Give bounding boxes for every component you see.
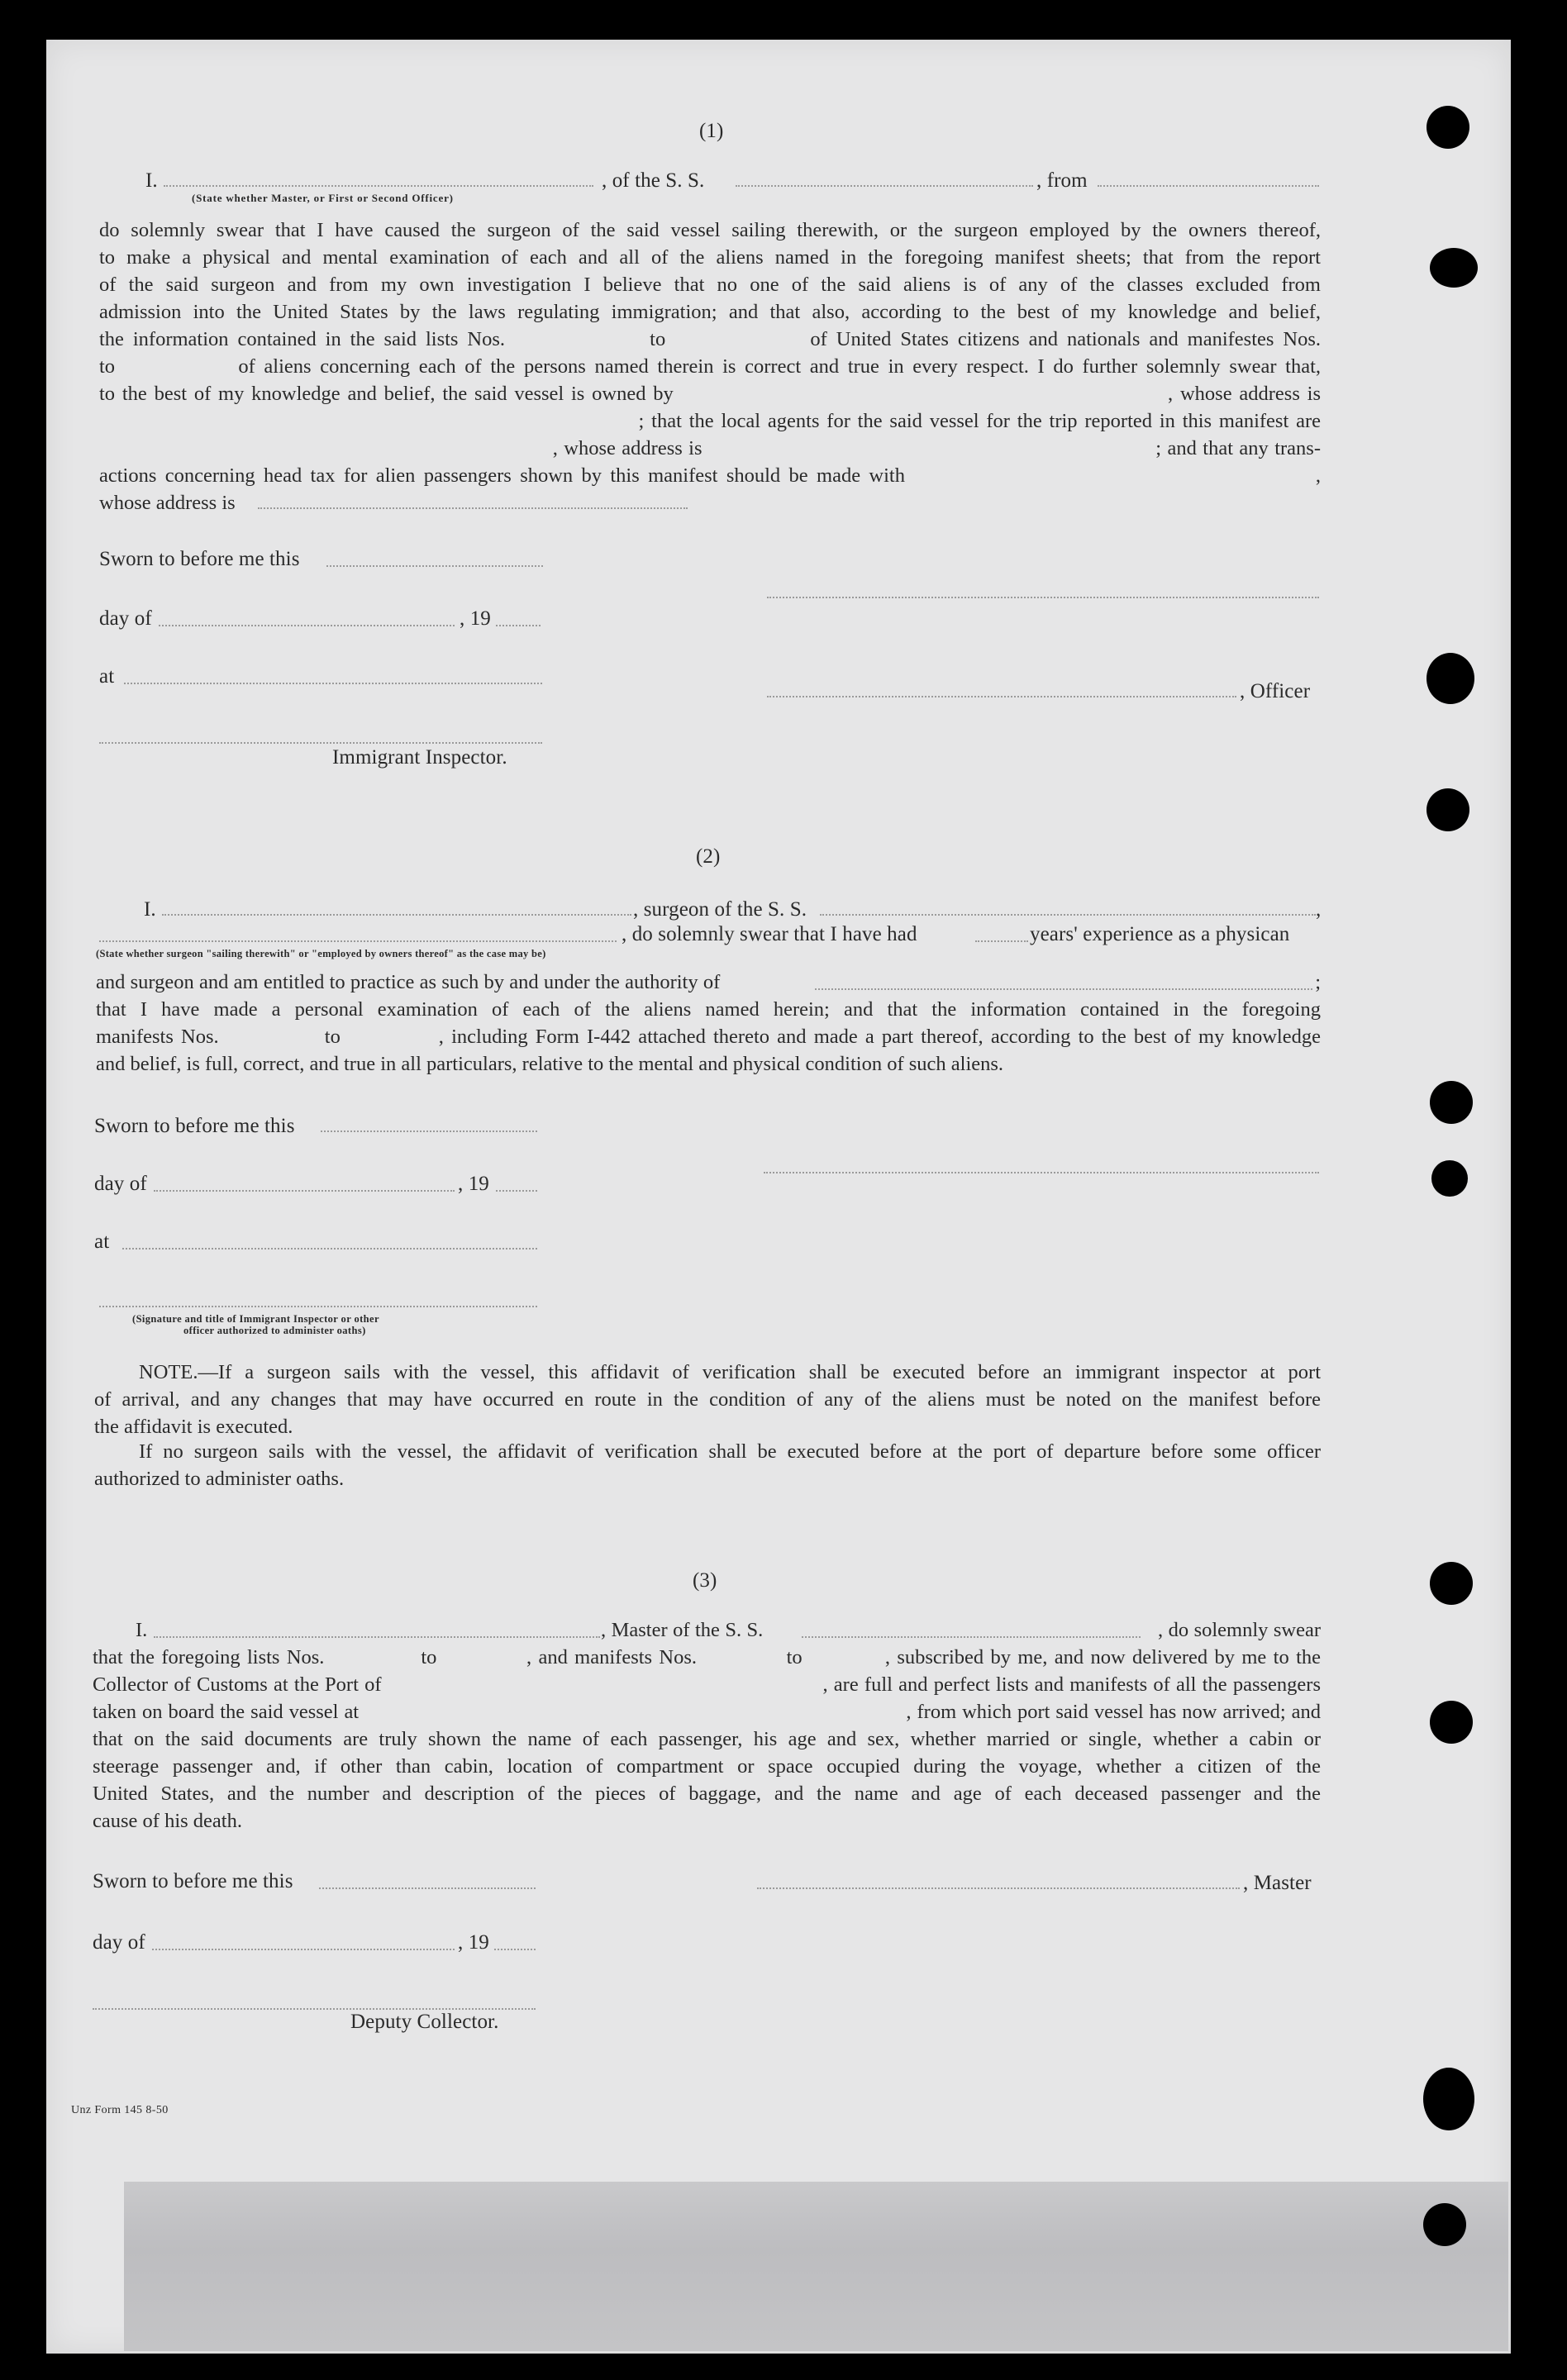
punch-hole <box>1423 2203 1466 2246</box>
s3-master-label: , Master <box>1243 1872 1312 1894</box>
s2-note-2 <box>94 1438 1321 1492</box>
s2-surgeon-signature-line <box>764 1172 1319 1173</box>
s2-swear-label: , do solemnly swear that I have had <box>622 923 917 945</box>
s3-year-field <box>494 1949 536 1950</box>
punch-hole <box>1426 653 1474 704</box>
s1-at-field <box>124 683 542 684</box>
s1-day-of-label: day of <box>99 607 152 630</box>
s1-line: to the best of my knowledge and belief, the said vessel is owned by , whose address is <box>99 383 1321 405</box>
s3-line: cause of his death. <box>93 1810 242 1832</box>
s3-sworn-label: Sworn to before me this <box>93 1870 293 1892</box>
worn-paper-edge <box>124 2182 1508 2351</box>
s3-line: Collector of Customs at the Port of , are full and perfect lists and manifests of all the passengers <box>93 1673 1321 1696</box>
s2-day-field <box>154 1190 455 1192</box>
s1-whose-address-field <box>258 507 688 509</box>
s2-line: that I have made a personal examination of each of the aliens named herein; and that the information contained in the foregoing <box>96 998 1321 1021</box>
s1-affidavit-text <box>99 217 1321 516</box>
s2-sailing-field <box>99 940 617 942</box>
s2-at-field <box>122 1248 537 1250</box>
s3-year-label: , 19 <box>458 1931 489 1954</box>
s2-note <box>94 1359 1321 1440</box>
s1-I-label: I. <box>145 169 158 192</box>
s1-line: the information contained in the said lists Nos. to of United States citizens and nationals and manifestes Nos. <box>99 328 1321 350</box>
s2-year-field <box>496 1190 537 1192</box>
s3-line: United States, and the number and description of the pieces of baggage, and the name and age of each deceased passenger and the <box>93 1783 1321 1805</box>
note-line: of arrival, and any changes that may have occurred en route in the condition of any of the aliens must be noted on the manifest before <box>94 1388 1321 1411</box>
punch-hole <box>1426 788 1469 831</box>
section-3-heading: (3) <box>693 1569 717 1592</box>
s2-affidavit-text <box>96 969 1321 1078</box>
s2-inspector-signature-line <box>99 1306 537 1307</box>
s2-signature-caption-1: (Signature and title of Immigrant Inspector or other <box>132 1313 379 1325</box>
punch-hole <box>1430 1562 1473 1605</box>
s2-I-label: I. <box>144 898 156 921</box>
s3-master-signature-line <box>757 1887 1240 1889</box>
s3-line: steerage passenger and, if other than cabin, location of compartment or space occupied during the voyage, whether a citizen of the <box>93 1755 1321 1778</box>
s1-line: ; that the local agents for the said vessel for the trip reported in this manifest are <box>99 410 1321 432</box>
s1-from-field <box>1098 185 1319 187</box>
s2-at-label: at <box>94 1230 110 1253</box>
s1-officer-label: , Officer <box>1240 680 1311 702</box>
s1-officer-name-line <box>767 696 1236 697</box>
punch-hole <box>1423 2068 1474 2130</box>
s1-year-field <box>496 625 541 626</box>
punch-hole <box>1430 248 1478 288</box>
s3-line: that the foregoing lists Nos. to , and manifests Nos. to , subscribed by me, and now delivered by me to the <box>93 1646 1321 1668</box>
note-line: the affidavit is executed. <box>94 1416 293 1438</box>
section-1-heading: (1) <box>699 120 724 142</box>
note-line: NOTE.—If a surgeon sails with the vessel, this affidavit of verification shall be executed before an immigrant inspector at port <box>139 1361 1321 1383</box>
section-2-heading: (2) <box>696 845 721 868</box>
s2-surgeon-caption: (State whether surgeon "sailing therewith" or "employed by owners thereof" as the case may be) <box>96 948 546 959</box>
s2-years-field <box>975 940 1028 942</box>
s1-officer-name-field <box>164 185 593 187</box>
s2-years-label: years' experience as a physican <box>1030 923 1290 945</box>
s2-sworn-date-field <box>321 1130 537 1132</box>
s2-sworn-label: Sworn to before me this <box>94 1115 295 1137</box>
s1-inspector-label: Immigrant Inspector. <box>332 746 507 769</box>
s3-line: I. , Master of the S. S. , do solemnly swear <box>136 1619 1321 1641</box>
s3-affidavit-text <box>93 1616 1321 1835</box>
s1-line: to make a physical and mental examination of each and all of the aliens named in the foregoing manifest sheets; that from the report <box>99 246 1321 269</box>
s1-line: , whose address is ; and that any trans- <box>99 437 1321 459</box>
punch-hole <box>1426 106 1469 149</box>
s1-of-ss-label: , of the S. S. <box>602 169 705 192</box>
s2-year-label: , 19 <box>458 1173 489 1195</box>
s2-authority-field <box>815 988 1312 990</box>
s3-master-name-field <box>154 1636 600 1638</box>
s2-surgeon-label: , surgeon of the S. S. <box>633 898 807 921</box>
note-line: If no surgeon sails with the vessel, the affidavit of verification shall be executed before at the port of departure before some officer <box>139 1440 1321 1463</box>
s2-line: manifests Nos. to , including Form I-442 attached thereto and made a part thereof, according to the best of my knowledge <box>96 1026 1321 1048</box>
s1-officer-signature-line <box>767 597 1319 598</box>
s1-officer-caption: (State whether Master, or First or Second Officer) <box>192 192 454 204</box>
s1-at-label: at <box>99 665 115 688</box>
s1-vessel-name-field <box>736 185 1033 187</box>
s1-line: to of aliens concerning each of the persons named therein is correct and true in every respect. I do further solemnly swear that, <box>99 355 1321 378</box>
s1-line: actions concerning head tax for alien passengers shown by this manifest should be made with , <box>99 464 1321 487</box>
s1-sworn-label: Sworn to before me this <box>99 548 300 570</box>
punch-hole <box>1430 1081 1473 1124</box>
s3-vessel-field <box>802 1636 1141 1638</box>
s1-line: do solemnly swear that I have caused the surgeon of the said vessel sailing therewith, or the surgeon employed by the owners thereof, <box>99 219 1321 241</box>
s1-from-label: , from <box>1036 169 1088 192</box>
s2-line: and belief, is full, correct, and true in all particulars, relative to the mental and physical condition of such aliens. <box>96 1053 1004 1075</box>
s2-line: and surgeon and am entitled to practice as such by and under the authority of ; <box>96 971 1321 993</box>
s1-line: whose address is <box>99 492 236 514</box>
punch-hole <box>1431 1160 1468 1197</box>
s3-sworn-date-field <box>319 1887 536 1889</box>
note-line: authorized to administer oaths. <box>94 1468 345 1490</box>
s2-day-of-label: day of <box>94 1173 147 1195</box>
s1-sworn-date-field <box>326 565 543 567</box>
s2-comma: , <box>1316 898 1322 921</box>
s3-day-field <box>152 1949 455 1950</box>
s1-line: admission into the United States by the laws regulating immigration; and that also, according to the best of my knowledge and belief, <box>99 301 1321 323</box>
s2-vessel-field <box>820 914 1316 916</box>
form-id: Unz Form 145 8-50 <box>71 2104 169 2116</box>
s2-surgeon-name-field <box>162 914 631 916</box>
s3-day-of-label: day of <box>93 1931 145 1954</box>
s3-collector-label: Deputy Collector. <box>350 2011 499 2033</box>
punch-hole <box>1430 1701 1473 1744</box>
s3-line: taken on board the said vessel at , from which port said vessel has now arrived; and <box>93 1701 1321 1723</box>
s1-year-label: , 19 <box>460 607 491 630</box>
s1-line: of the said surgeon and from my own investigation I believe that no one of the said aliens is of any of the classes excluded from <box>99 274 1321 296</box>
s3-line: that on the said documents are truly shown the name of each passenger, his age and sex, whether married or single, whether a cabin or <box>93 1728 1321 1750</box>
s2-signature-caption-2: officer authorized to administer oaths) <box>183 1325 366 1336</box>
s1-day-field <box>159 625 455 626</box>
